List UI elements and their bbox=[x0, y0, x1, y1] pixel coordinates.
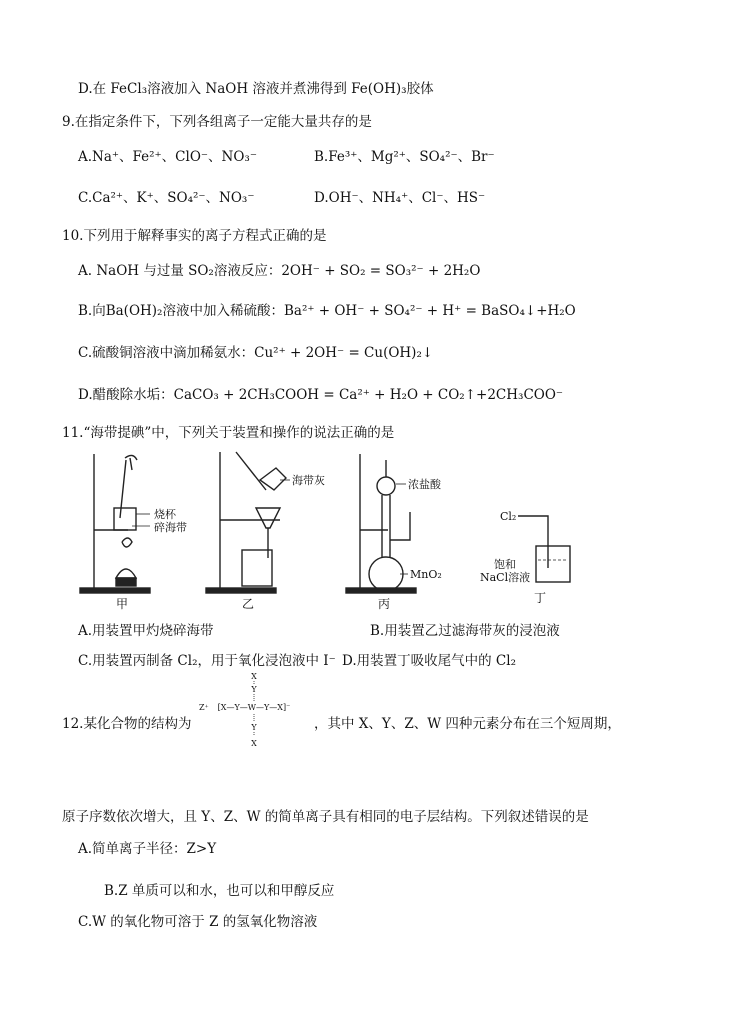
q10-option-d bbox=[78, 386, 563, 404]
q8-option-d: D.在 FeCl₃溶液加入 NaOH 溶液并煮沸得到 Fe(OH)₃胶体 bbox=[78, 81, 434, 97]
q12-stem-pre: 12.某化合物的结构为 bbox=[62, 716, 192, 732]
bing-label-hcl: 浓盐酸 bbox=[408, 478, 441, 491]
ding-label-nacl: NaCl溶液 bbox=[480, 571, 531, 584]
apparatus-jia bbox=[80, 454, 187, 611]
q10-option-c-equation: Cu²⁺ + 2OH⁻ = Cu(OH)₂↓ bbox=[254, 345, 434, 361]
ding-label-cl2: Cl₂ bbox=[500, 510, 517, 523]
struct-cation: Z⁺ bbox=[199, 703, 209, 712]
q11-apparatus-figure bbox=[70, 450, 590, 612]
q12-option-a: A.简单离子半径：Z>Y bbox=[78, 841, 217, 857]
q10-option-b bbox=[78, 302, 576, 320]
q10-option-c-text: C.硫酸铜溶液中滴加稀氨水： bbox=[78, 345, 255, 361]
struct-bottom-x: X bbox=[251, 739, 257, 748]
q9-option-d: D.OH⁻、NH₄⁺、Cl⁻、HS⁻ bbox=[314, 190, 486, 206]
q12-stem-2: 原子序数依次增大，且 Y、Z、W 的简单离子具有相同的电子层结构。下列叙述错误的是 bbox=[62, 809, 589, 825]
jia-label-seaweed: 碎海带 bbox=[154, 521, 187, 534]
q12-structure-formula bbox=[196, 670, 312, 754]
ding-caption: 丁 bbox=[534, 591, 547, 605]
jia-label-beaker: 烧杯 bbox=[154, 508, 176, 521]
q10-option-a bbox=[78, 262, 480, 280]
q10-option-a-text: A. NaOH 与过量 SO₂溶液反应： bbox=[78, 263, 282, 279]
q10-option-c bbox=[78, 344, 433, 362]
q12-option-b: B.Z 单质可以和水，也可以和甲醇反应 bbox=[104, 883, 335, 899]
q12-option-c: C.W 的氧化物可溶于 Z 的氢氧化物溶液 bbox=[78, 914, 318, 930]
yi-label-ash: 海带灰 bbox=[292, 474, 325, 487]
struct-bottom-y: Y bbox=[251, 723, 257, 732]
q11-option-d: D.用装置丁吸收尾气中的 Cl₂ bbox=[342, 653, 516, 669]
apparatus-yi bbox=[206, 452, 325, 611]
q10-stem: 10.下列用于解释事实的离子方程式正确的是 bbox=[62, 228, 327, 244]
q10-option-a-equation: 2OH⁻ + SO₂ = SO₃²⁻ + 2H₂O bbox=[281, 263, 481, 279]
struct-center-row: [X—Y—W—Y—X]⁻ bbox=[217, 703, 291, 712]
yi-caption: 乙 bbox=[242, 597, 255, 611]
q10-option-d-text: D.醋酸除水垢： bbox=[78, 387, 174, 403]
q11-option-b: B.用装置乙过滤海带灰的浸泡液 bbox=[370, 623, 560, 639]
ding-label-saturated: 饱和 bbox=[494, 558, 516, 571]
q11-stem: 11.“海带提碘”中，下列关于装置和操作的说法正确的是 bbox=[62, 425, 395, 441]
apparatus-bing bbox=[346, 454, 442, 611]
q9-stem: 9.在指定条件下，下列各组离子一定能大量共存的是 bbox=[62, 114, 372, 130]
q11-option-c: C.用装置丙制备 Cl₂，用于氧化浸泡液中 I⁻ bbox=[78, 653, 336, 669]
q12-stem-post: ，其中 X、Y、Z、W 四种元素分布在三个短周期， bbox=[314, 716, 621, 732]
q9-option-a: A.Na⁺、Fe²⁺、ClO⁻、NO₃⁻ bbox=[78, 149, 257, 165]
q10-option-b-text: B.向Ba(OH)₂溶液中加入稀硫酸： bbox=[78, 303, 284, 319]
q10-option-d-equation: CaCO₃ + 2CH₃COOH = Ca²⁺ + H₂O + CO₂↑+2CH₃COO⁻ bbox=[173, 387, 564, 403]
bing-caption: 丙 bbox=[378, 597, 391, 611]
jia-caption: 甲 bbox=[116, 597, 129, 611]
bing-label-mno2: MnO₂ bbox=[410, 568, 442, 581]
apparatus-ding bbox=[480, 510, 570, 605]
q9-option-b: B.Fe³⁺、Mg²⁺、SO₄²⁻、Br⁻ bbox=[314, 149, 495, 165]
q10-option-b-equation: Ba²⁺ + OH⁻ + SO₄²⁻ + H⁺ = BaSO₄↓+H₂O bbox=[283, 303, 576, 319]
struct-top-x: X bbox=[251, 672, 257, 681]
q9-option-c: C.Ca²⁺、K⁺、SO₄²⁻、NO₃⁻ bbox=[78, 190, 255, 206]
struct-top-y: Y bbox=[251, 685, 257, 694]
q11-option-a: A.用装置甲灼烧碎海带 bbox=[78, 623, 214, 639]
